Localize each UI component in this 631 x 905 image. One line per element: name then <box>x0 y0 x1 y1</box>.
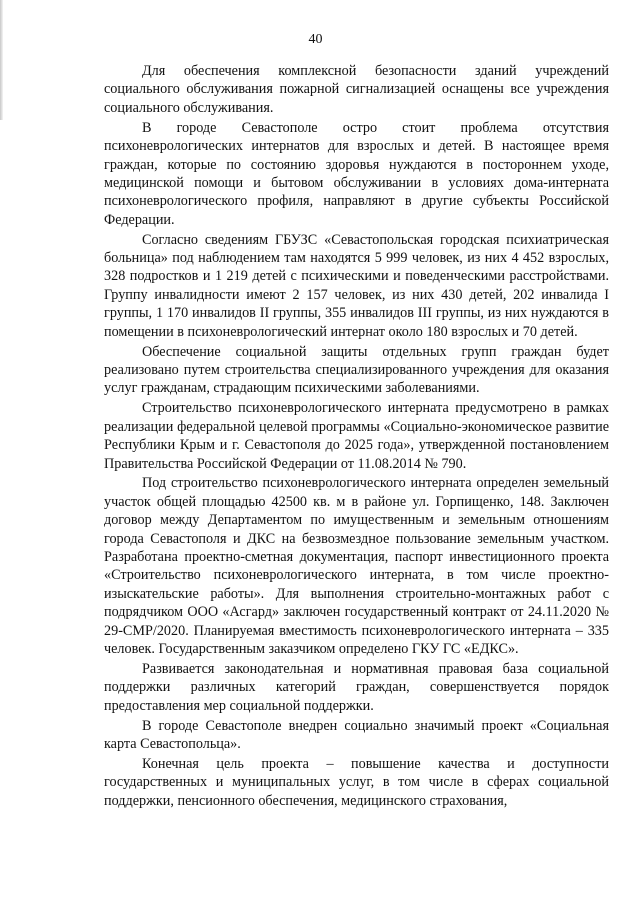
paragraph-boarding-school-problem: В городе Севастополе остро стоит проблема отсутствия психоневрологических интернатов для взрослых и детей. В настоящее время граждан, которые по состоянию здоровья нуждаются в постороннем уходе, медицинской помощи и бытовом обслуживании в условиях дома-интерната психоневрологического профиля, направляют в другие субъекты Российской Федерации. <box>104 119 609 228</box>
scan-edge-shadow <box>0 0 3 120</box>
page-number: 40 <box>308 32 323 47</box>
paragraph-construction-details: Под строительство психоневрологического интерната определен земельный участок общей площадью 42500 кв. м в районе ул. Горпищенко, 148. Заключен договор между Департаментом по имущественным и земельным отношениям города Севастополя и ДКС на безвозмездное пользование земельным участком. Разработана проектно-сметная документация, паспорт инвестиционного проекта «Строительство психоневрологического интерната, в том числе проектно-изыскательские работы». Для выполнения строительно-монтажных работ с подрядчиком ООО «Асгард» заключен государственный контракт от 24.11.2020 № 29-СМР/2020. Планируемая вместимость психоневрологического интерната – 335 человек. Государственным заказчиком определено ГКУ ГС «ЕДКС». <box>104 475 609 658</box>
document-body <box>104 62 609 812</box>
paragraph-legal-framework: Развивается законодательная и нормативная правовая база социальной поддержки различных категорий граждан, совершенствуется порядок предоставления мер социальной поддержки. <box>104 661 609 714</box>
paragraph-federal-program: Строительство психоневрологического интерната предусмотрено в рамках реализации федеральной целевой программы «Социально-экономическое развитие Республики Крым и г. Севастополя до 2025 года», утвержденной постановлением Правительства Российской Федерации от 11.08.2014 № 790. <box>104 400 609 472</box>
paragraph-social-card-project: В городе Севастополе внедрен социально значимый проект «Социальная карта Севастопольца». <box>104 717 609 753</box>
paragraph-project-goal: Конечная цель проекта – повышение качества и доступности государственных и муниципальных услуг, в том числе в сферах социальной поддержки, пенсионного обеспечения, медицинского страхования, <box>104 756 609 809</box>
paragraph-fire-safety: Для обеспечения комплексной безопасности зданий учреждений социального обслуживания пожарной сигнализацией оснащены все учреждения социального обслуживания. <box>104 63 609 116</box>
paragraph-hospital-statistics: Согласно сведениям ГБУЗС «Севастопольская городская психиатрическая больница» под наблюдением там находятся 5 999 человек, из них 4 452 взрослых, 328 подростков и 1 219 детей с психическими и поведенческими расстройствами. Группу инвалидности имеют 2 157 человек, из них 430 детей, 202 инвалида I группы, 1 170 инвалидов II группы, 355 инвалидов III группы, из них нуждаются в помещении в психоневрологический интернат около 180 взрослых и 70 детей. <box>104 231 609 340</box>
paragraph-social-protection: Обеспечение социальной защиты отдельных групп граждан будет реализовано путем строительства специализированного учреждения для оказания услуг гражданам, страдающим психическими заболеваниями. <box>104 343 609 397</box>
